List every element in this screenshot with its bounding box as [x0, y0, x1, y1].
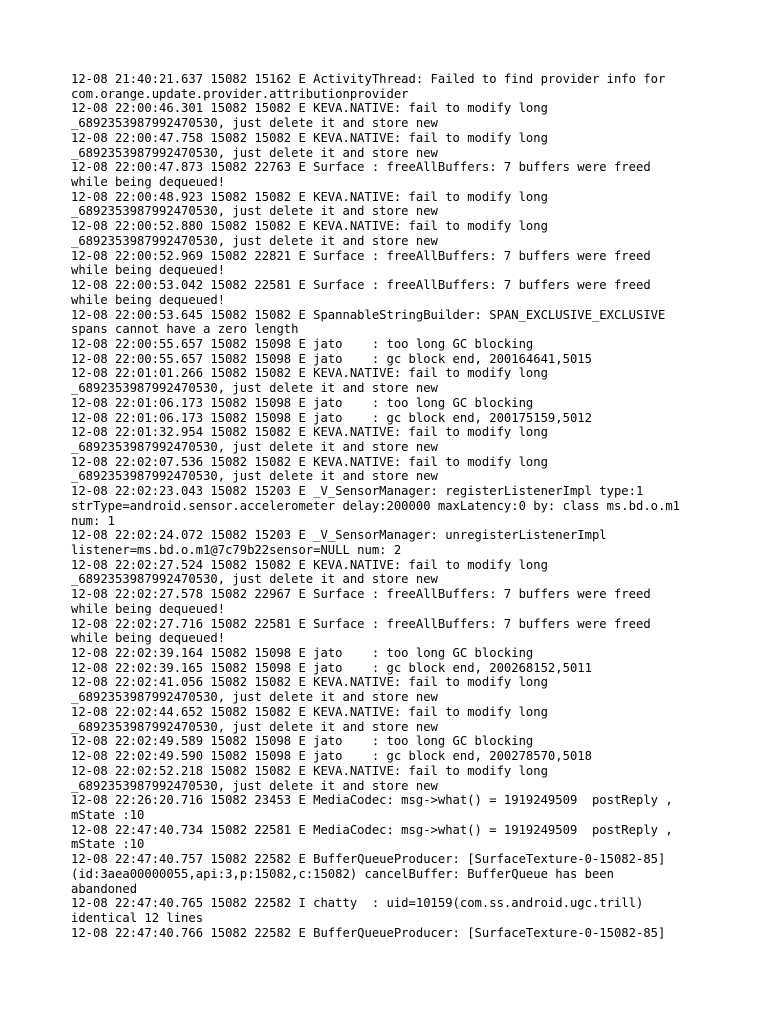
log-text — [71, 72, 761, 940]
log-line: 12-08 22:00:55.657 15082 15098 E jato : too long GC blocking — [71, 336, 534, 351]
log-line: 12-08 22:00:52.969 15082 22821 E Surface : freeAllBuffers: 7 buffers were freed — [71, 248, 651, 263]
log-line: 12-08 22:02:44.652 15082 15082 E KEVA.NATIVE: fail to modify long — [71, 704, 548, 719]
log-line: 12-08 22:00:46.301 15082 15082 E KEVA.NATIVE: fail to modify long — [71, 101, 548, 116]
log-line: while being dequeued! — [71, 631, 226, 646]
log-line: while being dequeued! — [71, 292, 226, 307]
log-line: 12-08 22:47:40.757 15082 22582 E BufferQueueProducer: [SurfaceTexture-0-15082-85] — [71, 852, 666, 867]
log-line: 12-08 22:02:52.218 15082 15082 E KEVA.NATIVE: fail to modify long — [71, 763, 548, 778]
log-line: _6892353987992470530, just delete it and store new — [71, 690, 438, 705]
log-line: _6892353987992470530, just delete it and store new — [71, 778, 438, 793]
log-line: listener=ms.bd.o.m1@7c79b22sensor=NULL num: 2 — [71, 543, 402, 557]
log-line: _6892353987992470530, just delete it and store new — [71, 439, 438, 454]
log-line: _6892353987992470530, just delete it and store new — [71, 233, 438, 248]
log-line: _6892353987992470530, just delete it and store new — [71, 469, 438, 484]
log-document — [71, 72, 761, 940]
log-line: 12-08 22:47:40.734 15082 22581 E MediaCodec: msg->what() = 1919249509 postReply , — [71, 822, 673, 837]
log-line: 12-08 22:02:27.578 15082 22967 E Surface : freeAllBuffers: 7 buffers were freed — [71, 587, 651, 602]
log-line: identical 12 lines — [71, 910, 204, 925]
log-line: mState :10 — [71, 837, 145, 852]
log-line: strType=android.sensor.accelerometer delay:200000 maxLatency:0 by: class ms.bd.o.m1 — [71, 498, 681, 513]
log-line: while being dequeued! — [71, 175, 226, 190]
log-line: 12-08 22:02:27.524 15082 15082 E KEVA.NATIVE: fail to modify long — [71, 557, 548, 572]
log-line: num: 1 — [71, 513, 116, 528]
log-line: 12-08 22:47:40.766 15082 22582 E BufferQueueProducer: [SurfaceTexture-0-15082-85] — [71, 925, 666, 940]
log-line: _6892353987992470530, just delete it and store new — [71, 381, 438, 396]
log-line: 12-08 22:02:27.716 15082 22581 E Surface : freeAllBuffers: 7 buffers were freed — [71, 616, 651, 631]
log-line: 12-08 22:00:47.873 15082 22763 E Surface : freeAllBuffers: 7 buffers were freed — [71, 160, 651, 175]
log-line: while being dequeued! — [71, 263, 226, 278]
log-line: 12-08 22:47:40.765 15082 22582 I chatty : uid=10159(com.ss.android.ugc.trill) — [71, 896, 644, 911]
log-line: _6892353987992470530, just delete it and store new — [71, 719, 438, 734]
log-line: 12-08 22:02:24.072 15082 15203 E _V_SensorManager: unregisterListenerImpl — [71, 528, 607, 543]
log-line: 12-08 22:00:52.880 15082 15082 E KEVA.NATIVE: fail to modify long — [71, 219, 548, 234]
log-line: 12-08 22:02:07.536 15082 15082 E KEVA.NATIVE: fail to modify long — [71, 454, 548, 469]
log-line: while being dequeued! — [71, 601, 226, 616]
log-line: 12-08 22:01:01.266 15082 15082 E KEVA.NATIVE: fail to modify long — [71, 366, 548, 381]
log-line: 12-08 22:00:55.657 15082 15098 E jato : gc block end, 200164641,5015 — [71, 351, 592, 366]
log-line: 12-08 22:00:48.923 15082 15082 E KEVA.NATIVE: fail to modify long — [71, 189, 548, 204]
log-line: com.orange.update.provider.attributionprovider — [71, 86, 409, 101]
log-line: mState :10 — [71, 807, 145, 822]
log-line: 12-08 22:01:06.173 15082 15098 E jato : gc block end, 200175159,5012 — [71, 410, 592, 425]
log-line: 12-08 22:01:32.954 15082 15082 E KEVA.NATIVE: fail to modify long — [71, 425, 548, 440]
log-line: 12-08 22:02:39.165 15082 15098 E jato : gc block end, 200268152,5011 — [71, 660, 592, 675]
log-line: (id:3aea00000055,api:3,p:15082,c:15082) cancelBuffer: BufferQueue has been — [71, 866, 614, 881]
log-line: 12-08 22:02:41.056 15082 15082 E KEVA.NATIVE: fail to modify long — [71, 675, 548, 690]
log-line: _6892353987992470530, just delete it and store new — [71, 204, 438, 219]
log-line: 12-08 22:00:47.758 15082 15082 E KEVA.NATIVE: fail to modify long — [71, 130, 548, 145]
log-line: _6892353987992470530, just delete it and store new — [71, 145, 438, 160]
log-line: 12-08 22:00:53.645 15082 15082 E SpannableStringBuilder: SPAN_EXCLUSIVE_EXCLUSIVE — [71, 307, 666, 322]
log-line: spans cannot have a zero length — [71, 322, 299, 337]
log-line: 12-08 22:02:49.590 15082 15098 E jato : gc block end, 200278570,5018 — [71, 749, 592, 764]
log-line: 12-08 22:01:06.173 15082 15098 E jato : too long GC blocking — [71, 395, 534, 410]
log-line: 12-08 22:26:20.716 15082 23453 E MediaCodec: msg->what() = 1919249509 postReply , — [71, 793, 673, 808]
log-line: 12-08 22:00:53.042 15082 22581 E Surface : freeAllBuffers: 7 buffers were freed — [71, 278, 651, 293]
log-line: 12-08 21:40:21.637 15082 15162 E ActivityThread: Failed to find provider info for — [71, 72, 666, 86]
log-line: 12-08 22:02:39.164 15082 15098 E jato : too long GC blocking — [71, 646, 534, 661]
log-line: 12-08 22:02:49.589 15082 15098 E jato : too long GC blocking — [71, 734, 534, 749]
log-line: _6892353987992470530, just delete it and store new — [71, 116, 438, 131]
log-line: abandoned — [71, 881, 138, 896]
log-line: 12-08 22:02:23.043 15082 15203 E _V_SensorManager: registerListenerImpl type:1 — [71, 484, 644, 499]
log-line: _6892353987992470530, just delete it and store new — [71, 572, 438, 587]
